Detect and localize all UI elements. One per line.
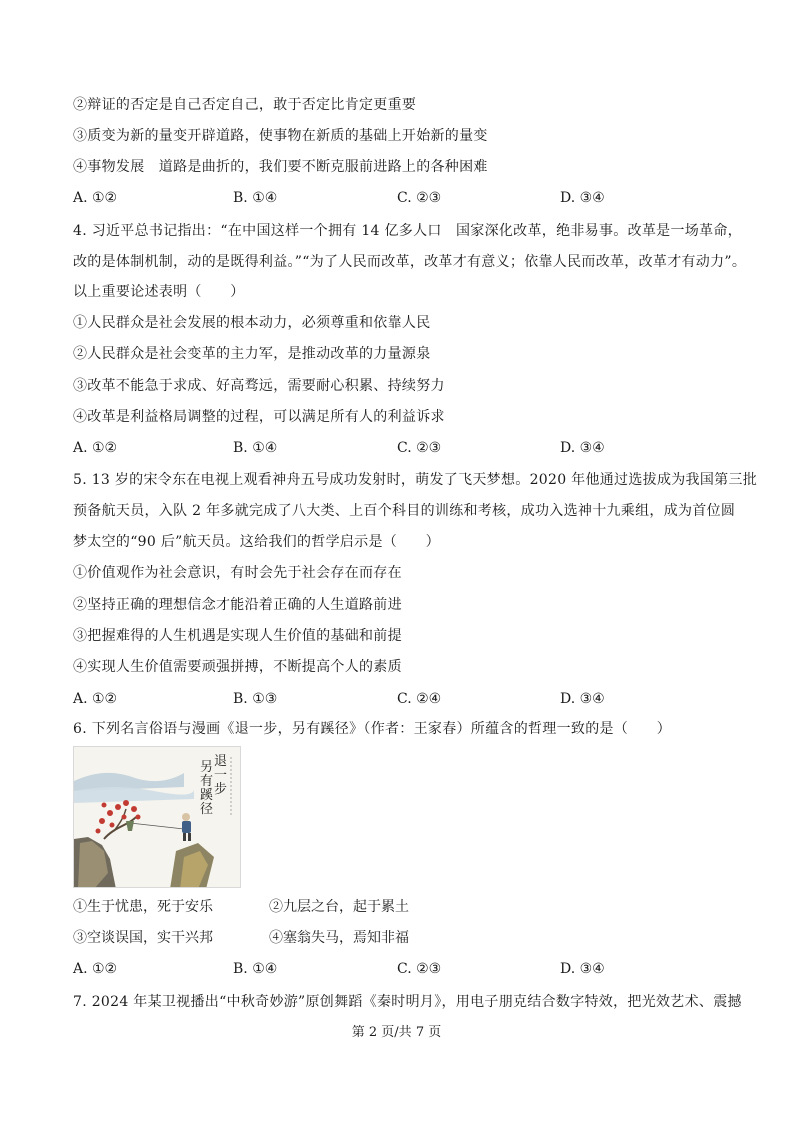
q6-stem-line-1: 6. 下列名言俗语与漫画《退一步，另有蹊径》（作者：王家春）所蕴含的哲理一致的是（ ）: [73, 721, 672, 737]
q3-statement-3: ③质变为新的量变开辟道路，使事物在新质的基础上开始新的量变: [73, 128, 488, 144]
q3-statement-4: ④事物发展 道路是曲折的，我们要不断克服前进路上的各种困难: [73, 159, 488, 175]
svg-text:一: 一: [214, 768, 228, 783]
choice-c[interactable]: C. ②③: [397, 190, 442, 206]
choice-b[interactable]: B. ①④: [233, 961, 278, 977]
choice-a[interactable]: A. ①②: [73, 691, 118, 707]
q5-statement-1: ①价值观作为社会意识，有时会先于社会存在而存在: [73, 565, 402, 581]
q3-choices: [73, 188, 733, 208]
q5-statement-4: ④实现人生价值需要顽强拼搏，不断提高个人的素质: [73, 659, 402, 675]
q4-statement-1: ①人民群众是社会发展的根本动力，必须尊重和依靠人民: [73, 315, 431, 331]
svg-text:有: 有: [200, 774, 214, 789]
q4-stem-line-1: 4. 习近平总书记指出：“在中国这样一个拥有 14 亿多人口 国家深化改革，绝非易事。改革是一场革命，: [73, 223, 742, 239]
choice-c[interactable]: C. ②③: [397, 440, 442, 456]
q4-stem-line-2: 改的是体制机制，动的是既得利益。”“为了人民而改革，改革才有意义；依靠人民而改革，改革才有动力”。: [73, 254, 747, 270]
cartoon-image: [73, 746, 241, 888]
choice-d[interactable]: D. ③④: [560, 961, 605, 977]
q5-choices: [73, 689, 733, 709]
choice-d[interactable]: D. ③④: [560, 440, 605, 456]
choice-a[interactable]: A. ①②: [73, 190, 118, 206]
q4-statement-2: ②人民群众是社会变革的主力军，是推动改革的力量源泉: [73, 346, 431, 362]
choice-d[interactable]: D. ③④: [560, 691, 605, 707]
svg-text:退: 退: [214, 754, 228, 769]
svg-text:蹊: 蹊: [200, 788, 214, 803]
page-number-footer: 第 2 页/共 7 页: [351, 1025, 442, 1040]
q5-stem-line-2: 预备航天员，入队 2 年多就完成了八大类、上百个科目的训练和考核，成功入选神十九乘组，成为首位圆: [73, 503, 736, 519]
q4-choices: [73, 438, 733, 458]
choice-a[interactable]: A. ①②: [73, 440, 118, 456]
q4-stem-line-3: 以上重要论述表明（ ）: [73, 284, 245, 300]
choice-d[interactable]: D. ③④: [560, 190, 605, 206]
choice-b[interactable]: B. ①③: [233, 691, 278, 707]
q5-stem-line-3: 梦太空的“90 后”航天员。这给我们的哲学启示是（ ）: [73, 534, 440, 550]
cartoon-illustration: [74, 747, 241, 888]
q6-choices: [73, 959, 733, 979]
q5-statement-3: ③把握难得的人生机遇是实现人生价值的基础和前提: [73, 628, 402, 644]
q6-statement-4: ④塞翁失马，焉知非福: [269, 930, 409, 946]
q4-statement-4: ④改革是利益格局调整的过程，可以满足所有人的利益诉求: [73, 409, 445, 425]
choice-c[interactable]: C. ②④: [397, 691, 442, 707]
q6-statement-1: ①生于忧患，死于安乐: [73, 899, 213, 915]
q5-stem-line-1: 5. 13 岁的宋令东在电视上观看神舟五号成功发射时，萌发了飞天梦想。2020 年他通过选拔成为我国第三批: [73, 472, 758, 488]
q4-statement-3: ③改革不能急于求成、好高骛远，需要耐心积累、持续努力: [73, 378, 445, 394]
choice-c[interactable]: C. ②③: [397, 961, 442, 977]
svg-text:步: 步: [214, 782, 228, 797]
q6-statements-row-2: [73, 928, 573, 948]
q6-statements-row-1: [73, 897, 573, 917]
choice-a[interactable]: A. ①②: [73, 961, 118, 977]
q7-stem-line-1: 7. 2024 年某卫视播出“中秋奇妙游”原创舞蹈《秦时明月》，用电子朋克结合数字特效，把光效艺术、震撼: [73, 994, 742, 1010]
svg-text:另: 另: [200, 760, 214, 775]
q6-statement-3: ③空谈误国，实干兴邦: [73, 930, 213, 946]
q6-statement-2: ②九层之台，起于累土: [269, 899, 409, 915]
q3-statement-2: ②辩证的否定是自己否定自己，敢于否定比肯定更重要: [73, 97, 417, 113]
choice-b[interactable]: B. ①④: [233, 440, 278, 456]
choice-b[interactable]: B. ①④: [233, 190, 278, 206]
svg-text:径: 径: [200, 802, 214, 817]
q5-statement-2: ②坚持正确的理想信念才能沿着正确的人生道路前进: [73, 597, 402, 613]
